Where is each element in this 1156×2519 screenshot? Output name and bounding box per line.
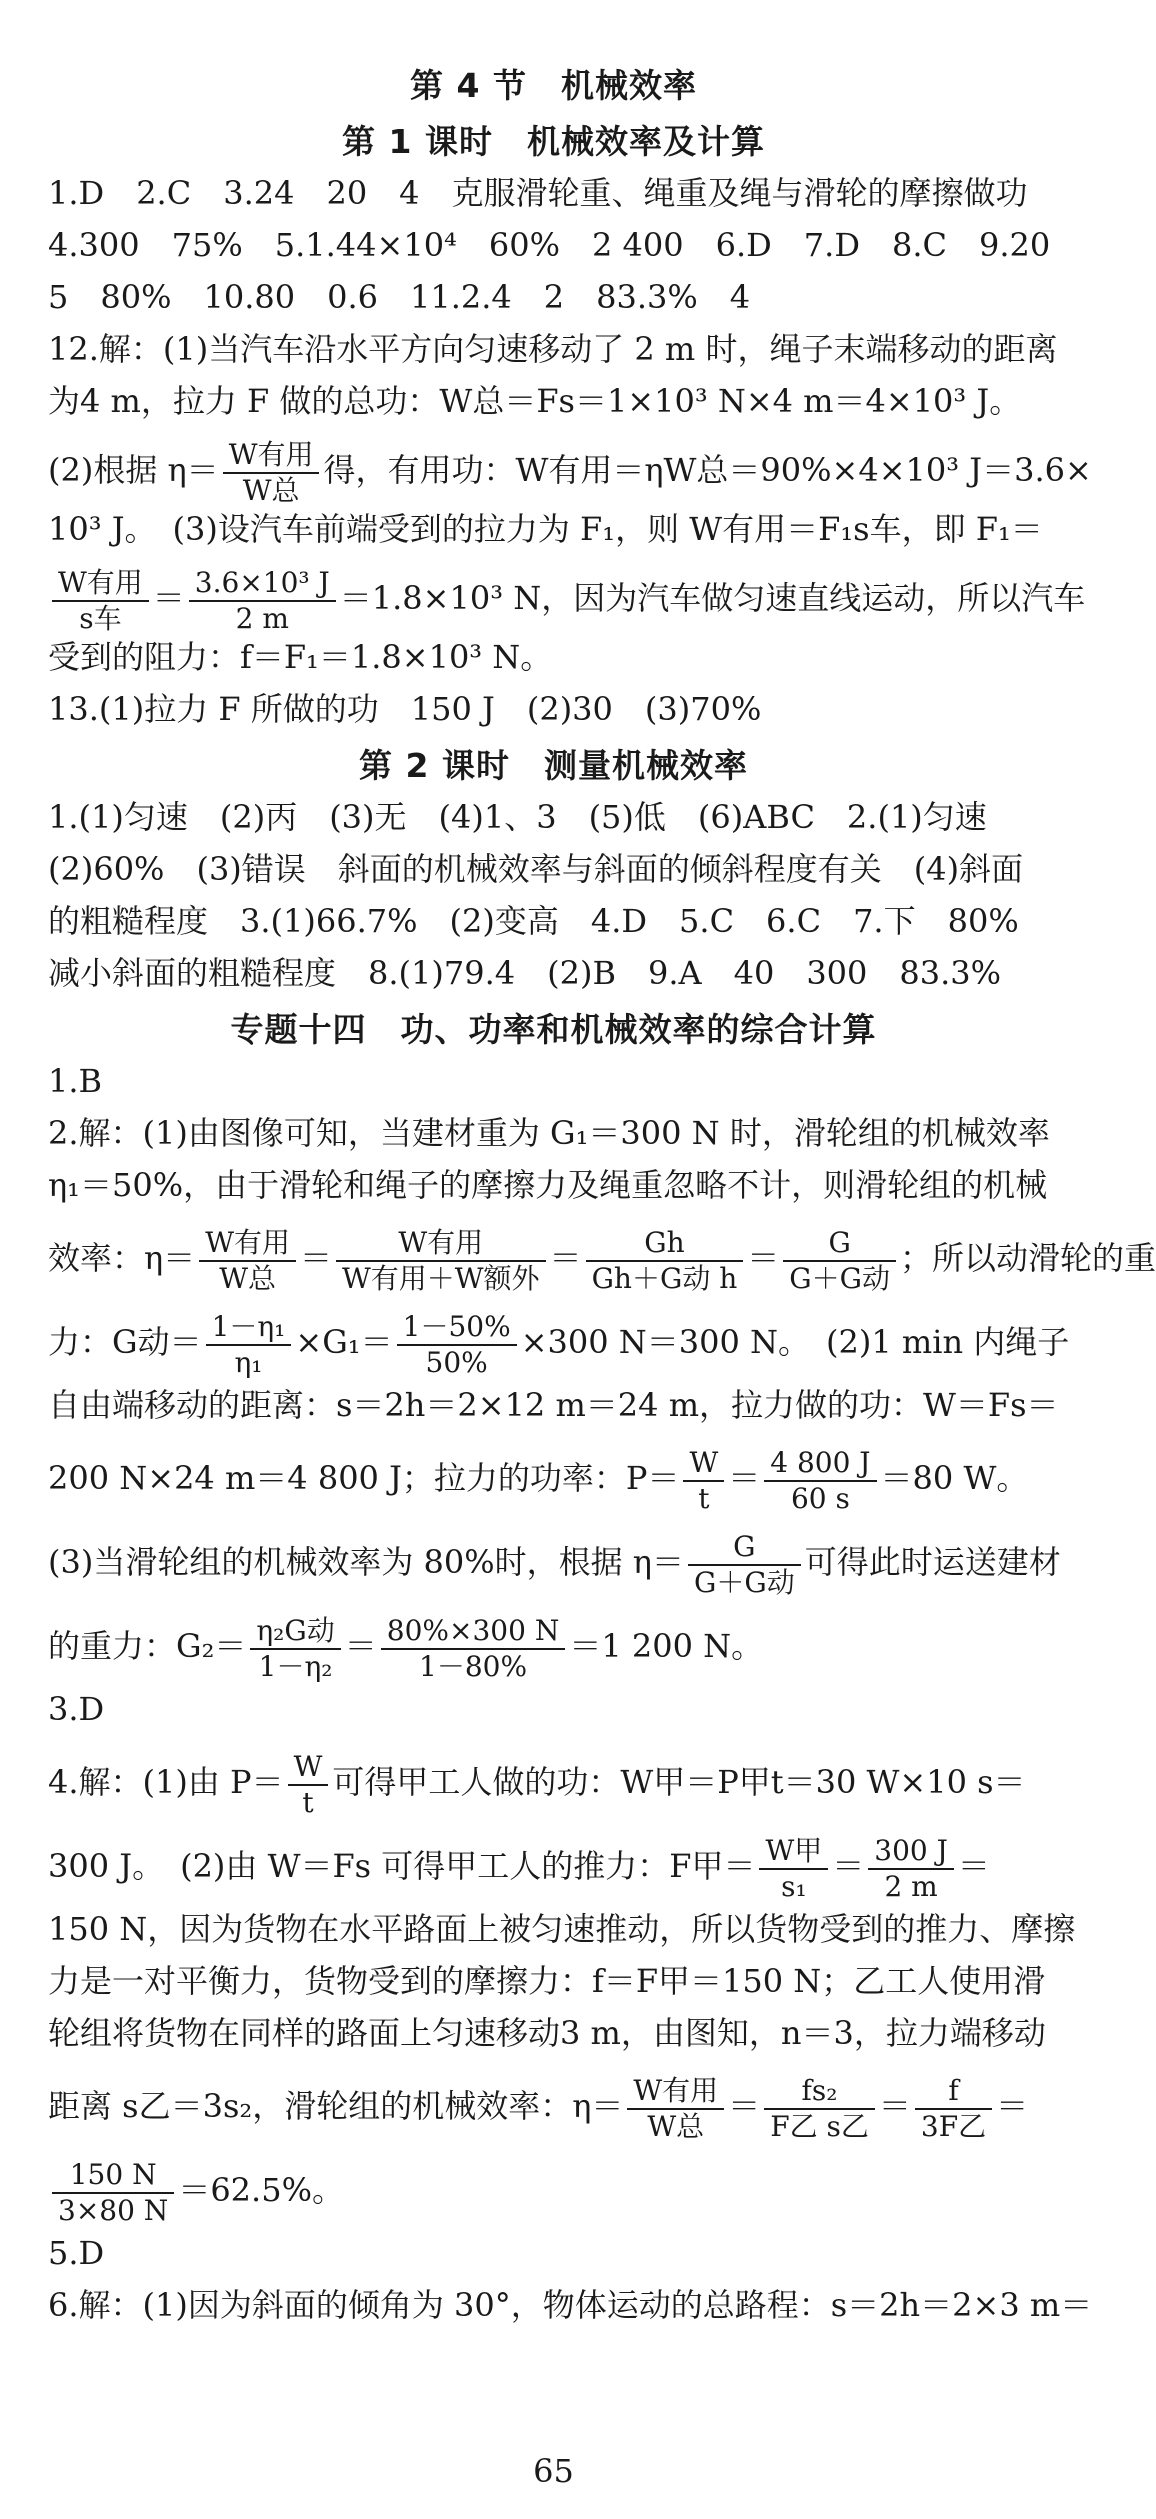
denominator: t (698, 1481, 710, 1515)
text-run: ×300 N＝300 N。 (2)1 min 内绳子 (520, 1323, 1070, 1361)
denominator: 3×80 N (58, 2193, 169, 2227)
text-run: (3)当滑轮组的机械效率为 80%时，根据 η＝ (48, 1543, 684, 1581)
numerator: 1－η₁ (206, 1310, 292, 1346)
answer-line: 6.解：(1)因为斜面的倾角为 30°，物体运动的总路程：s＝2h＝2×3 m＝ (48, 2286, 1093, 2324)
fraction (288, 1750, 329, 1820)
denominator: s车 (79, 601, 122, 635)
fraction (683, 1446, 724, 1516)
text-run: 300 J。 (2)由 W＝Fs 可得甲工人的推力：F甲＝ (48, 1847, 756, 1885)
numerator: 150 N (52, 2158, 174, 2194)
numerator: W (288, 1750, 329, 1786)
fraction (868, 1834, 954, 1904)
answer-line (48, 1520, 1059, 1604)
answer-line: (2)60% (3)错误 斜面的机械效率与斜面的倾斜程度有关 (4)斜面 (48, 850, 1024, 888)
denominator: Gh＋G动 h (591, 1261, 738, 1295)
answer-line: η₁＝50%，由于滑轮和绳子的摩擦力及绳重忽略不计，则滑轮组的机械 (48, 1166, 1048, 1204)
answer-line: 为4 m，拉力 F 做的总功：W总＝Fs＝1×10³ N×4 m＝4×10³ J。 (48, 382, 1022, 420)
denominator: W总 (647, 2109, 705, 2143)
numerator: W甲 (759, 1834, 828, 1870)
answer-line: 2.解：(1)由图像可知，当建材重为 G₁＝300 N 时，滑轮组的机械效率 (48, 1114, 1050, 1152)
numerator: Gh (586, 1226, 744, 1262)
numerator: 4 800 J (764, 1446, 876, 1482)
text-run: ＝ (996, 2087, 1029, 2125)
answer-line: 5 80% 10.80 0.6 11.2.4 2 83.3% 4 (48, 278, 751, 316)
answer-line: 300 J。 (2)由 W＝Fs 可得甲工人的推力：F甲＝ $\frac{\text{W甲}}{\text{s₁}}$ ＝ $\frac{300 J}{2 m}$ ＝ (48, 1833, 990, 1903)
fraction (52, 566, 149, 636)
numerator: W有用 (627, 2074, 724, 2110)
numerator: 1－50% (397, 1310, 517, 1346)
text-run: ＝62.5%。 (178, 2171, 344, 2209)
answer-line: $\frac{\text{W有用}}{\text{s车}}$ ＝ $\frac{\text{3.6×10³ J}}{2 m}$ ＝1.8×10³ N，因为汽车做匀速直线运动，所以汽车 (48, 560, 1059, 636)
lesson-title: 第 1 课时 机械效率及计算 (342, 122, 765, 161)
answer-line: 5.D (48, 2234, 105, 2272)
fraction (915, 2074, 992, 2144)
fraction (381, 1614, 566, 1684)
text-run: ＝1 200 N。 (569, 1627, 764, 1665)
fraction (586, 1226, 744, 1296)
denominator: 60 s (790, 1481, 850, 1515)
numerator: η₂G动 (250, 1614, 340, 1650)
lesson-title: 第 2 课时 测量机械效率 (359, 746, 748, 785)
text-run: ＝ (957, 1847, 990, 1885)
answer-page (48, 60, 1156, 2336)
answer-line (48, 1740, 1059, 1824)
fraction (199, 1226, 296, 1296)
text-run: 效率：η＝ (48, 1239, 196, 1277)
denominator: W有用＋W额外 (341, 1261, 540, 1295)
answer-line: 4.300 75% 5.1.44×10⁴ 60% 2 400 6.D 7.D 8.C 9.20 (48, 226, 1051, 264)
text-run: 4.解：(1)由 P＝ (48, 1763, 284, 1801)
numerator: W有用 (52, 566, 149, 602)
answer-line: 减小斜面的粗糙程度 8.(1)79.4 (2)B 9.A 40 300 83.3% (48, 954, 1002, 992)
denominator: 2 m (884, 1869, 938, 1903)
answer-line: 1.B (48, 1062, 103, 1100)
numerator: W有用 (199, 1226, 296, 1262)
fraction (397, 1310, 517, 1380)
answer-line: 1.(1)匀速 (2)丙 (3)无 (4)1、3 (5)低 (6)ABC 2.(1)匀速 (48, 798, 987, 836)
fraction (189, 566, 336, 636)
numerator: G (783, 1226, 896, 1262)
numerator: G (688, 1530, 801, 1566)
denominator: 2 m (235, 601, 289, 635)
numerator: W有用 (223, 438, 320, 474)
fraction (764, 1446, 876, 1516)
fraction (206, 1310, 292, 1380)
fraction (223, 438, 320, 508)
numerator: W有用 (336, 1226, 546, 1262)
numerator: 80%×300 N (381, 1614, 566, 1650)
answer-line: 的重力：G₂＝ $\frac{\text{η₂G动}}{\text{1－η₂}}$ ＝ $\frac{80\%\times 300 N}{1-80\%}$ ＝1 200 N。 (48, 1613, 764, 1683)
denominator: 1－80% (419, 1649, 528, 1683)
fraction (336, 1226, 546, 1296)
fraction (250, 1614, 340, 1684)
answer-line: 12.解：(1)当汽车沿水平方向匀速移动了 2 m 时，绳子末端移动的距离 (48, 330, 1058, 368)
text-run: 得，有用功：W有用＝ηW总＝90%×4×10³ J＝3.6× (323, 451, 1092, 489)
numerator: 3.6×10³ J (189, 566, 336, 602)
denominator: η₁ (234, 1345, 263, 1379)
denominator: G＋G动 (789, 1261, 891, 1295)
page-number: 65 (533, 2452, 574, 2490)
answer-line: 距离 s乙＝3s₂，滑轮组的机械效率：η＝ $\frac{\text{W有用}}{\text{W总}}$ ＝ $\frac{\text{fs₂}}{\text{F乙 s乙}}$ ＝ $\frac{f}{\text{3F乙}}$ ＝ (48, 2073, 1029, 2143)
numerator: f (915, 2074, 992, 2110)
fraction (783, 1226, 896, 1296)
fraction (759, 1834, 828, 1904)
text-run: 200 N×24 m＝4 800 J；拉力的功率：P＝ (48, 1459, 680, 1497)
answer-line: 效率：η＝ $\frac{\text{W有用}}{\text{W总}}$ ＝ $\frac{\text{W有用}}{\text{W有用＋W额外}}$ ＝ $\frac{Gh}{\text{Gh＋G动 h}}$ ＝ $\frac{G}{\text{G＋G动}}$ ；所以动滑轮的重 (48, 1225, 1156, 1295)
denominator: W总 (219, 1261, 276, 1295)
denominator: 3F乙 (920, 2109, 987, 2143)
fraction (764, 2074, 875, 2144)
text-run: 距离 s乙＝3s₂，滑轮组的机械效率：η＝ (48, 2087, 624, 2125)
fraction (52, 2158, 174, 2228)
text-run: 可得甲工人做的功：W甲＝P甲t＝30 W×10 s＝ (332, 1763, 1026, 1801)
topic-title: 专题十四 功、功率和机械效率的综合计算 (230, 1010, 877, 1049)
denominator: W总 (242, 473, 300, 507)
text-run: 可得此时运送建材 (804, 1543, 1061, 1581)
answer-line: 3.D (48, 1690, 105, 1728)
numerator: W (683, 1446, 724, 1482)
denominator: F乙 s乙 (770, 2109, 869, 2143)
section-title: 第 4 节 机械效率 (410, 66, 697, 105)
text-run: ＝80 W。 (880, 1459, 1029, 1497)
denominator: s₁ (781, 1869, 807, 1903)
denominator: 50% (425, 1345, 488, 1379)
answer-line (48, 1300, 1070, 1384)
answer-line (48, 2148, 1059, 2232)
text-run: ×G₁＝ (295, 1323, 393, 1361)
numerator: 300 J (868, 1834, 954, 1870)
answer-line: 150 N，因为货物在水平路面上被匀速推动，所以货物受到的推力、摩擦 (48, 1910, 1076, 1948)
text-run: 力：G动＝ (48, 1323, 202, 1361)
answer-line: 受到的阻力：f＝F₁＝1.8×10³ N。 (48, 638, 553, 676)
text-run: 的重力：G₂＝ (48, 1627, 247, 1665)
fraction (688, 1530, 801, 1600)
denominator: t (302, 1785, 314, 1819)
answer-line: 10³ J。 (3)设汽车前端受到的拉力为 F₁，则 W有用＝F₁s车，即 F₁＝ (48, 510, 1043, 548)
answer-line: 轮组将货物在同样的路面上匀速移动3 m，由图知，n＝3，拉力端移动 (48, 2014, 1046, 2052)
answer-line: 200 N×24 m＝4 800 J；拉力的功率：P＝ $\frac{W}{t}$ ＝ $\frac{4 800 J}{60 s}$ ＝80 W。 (48, 1445, 1029, 1515)
text-run: (2)根据 η＝ (48, 451, 219, 489)
answer-line: 自由端移动的距离：s＝2h＝2×12 m＝24 m，拉力做的功：W＝Fs＝ (48, 1386, 1059, 1424)
text-run: ；所以动滑轮的重 (900, 1239, 1156, 1277)
answer-line: 力是一对平衡力，货物受到的摩擦力：f＝F甲＝150 N；乙工人使用滑 (48, 1962, 1046, 2000)
numerator: fs₂ (764, 2074, 875, 2110)
denominator: 1－η₂ (258, 1649, 333, 1683)
fraction (627, 2074, 724, 2144)
answer-line: 1.D 2.C 3.24 20 4 克服滑轮重、绳重及绳与滑轮的摩擦做功 (48, 174, 1028, 212)
text-run: ＝1.8×10³ N，因为汽车做匀速直线运动，所以汽车 (339, 579, 1086, 617)
answer-line: 13.(1)拉力 F 所做的功 150 J (2)30 (3)70% (48, 690, 762, 728)
answer-line (48, 432, 1092, 508)
answer-line: 的粗糙程度 3.(1)66.7% (2)变高 4.D 5.C 6.C 7.下 80% (48, 902, 1019, 940)
denominator: G＋G动 (693, 1565, 795, 1599)
